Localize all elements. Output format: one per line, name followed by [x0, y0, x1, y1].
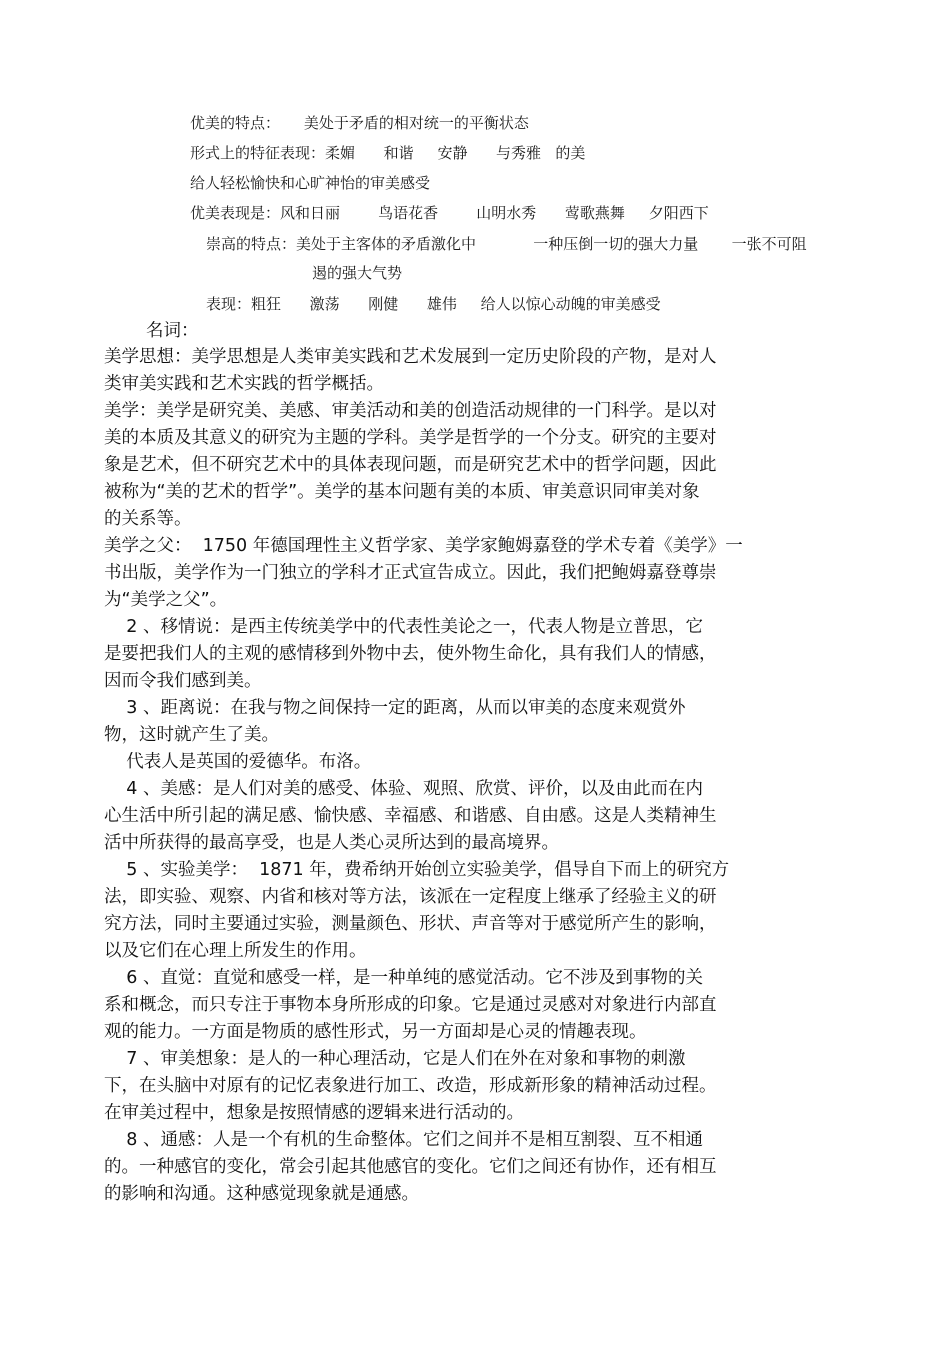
glossary-line: 系和概念，而只专注于事物本身所形成的印象。它是通过灵感对对象进行内部直 [104, 995, 717, 1015]
glossary-line: 被称为“美的艺术的哲学”。美学的基本问题有美的本质、审美意识同审美对象 [104, 482, 700, 502]
form-features-line: 形式上的特征表现：柔媚 和谐 安静 与秀雅 的美 [190, 144, 586, 162]
glossary-line: 美学之父： 1750 年德国理性主义哲学家、美学家鲍姆嘉登的学术专着《美学》一 [104, 536, 743, 556]
glossary-line: 观的能力。一方面是物质的感性形式，另一方面却是心灵的情趣表现。 [104, 1022, 647, 1042]
glossary-line: 6 、直觉：直觉和感受一样，是一种单纯的感觉活动。它不涉及到事物的关 [104, 968, 703, 988]
glossary-line: 究方法，同时主要通过实验，测量颜色、形状、声音等对于感觉所产生的影响， [104, 914, 717, 934]
glossary-line: 3 、距离说：在我与物之间保持一定的距离，从而以审美的态度来观赏外 [104, 698, 686, 718]
glossary-line: 物，这时就产生了美。 [104, 725, 279, 745]
glossary-line: 法，即实验、观察、内省和核对等方法，该派在一定程度上继承了经验主义的研 [104, 887, 717, 907]
glossary-line: 的影响和沟通。这种感觉现象就是通感。 [104, 1184, 419, 1204]
beauty-characteristics-line: 优美的特点： 美处于矛盾的相对统一的平衡状态 [190, 114, 529, 132]
glossary-line: 7 、审美想象：是人的一种心理活动，它是人们在外在对象和事物的刺激 [104, 1049, 686, 1069]
glossary-line: 心生活中所引起的满足感、愉快感、幸福感、和谐感、自由感。这是人类精神生 [104, 806, 717, 826]
glossary-line: 的关系等。 [104, 509, 192, 529]
sublime-expressions-line: 表现：粗狂 激荡 刚健 雄伟 给人以惊心动魄的审美感受 [206, 295, 661, 313]
glossary-line: 为“美学之父”。 [104, 590, 228, 610]
glossary-line: 4 、美感：是人们对美的感受、体验、观照、欣赏、评价，以及由此而在内 [104, 779, 703, 799]
aesthetic-feeling-line: 给人轻松愉快和心旷神怡的审美感受 [190, 174, 431, 192]
glossary-line: 活中所获得的最高享受，也是人类心灵所达到的最高境界。 [104, 833, 559, 853]
glossary-line: 类审美实践和艺术实践的哲学概括。 [104, 374, 384, 394]
glossary-line: 美学思想：美学思想是人类审美实践和艺术发展到一定历史阶段的产物，是对人 [104, 347, 717, 367]
sublime-continuation-line: 遏的强大气势 [312, 264, 403, 282]
glossary-line: 代表人是英国的爱德华。布洛。 [104, 752, 372, 772]
glossary-line: 美的本质及其意义的研究为主题的学科。美学是哲学的一个分支。研究的主要对 [104, 428, 717, 448]
glossary-heading: 名词： [146, 321, 199, 341]
glossary-line: 的。一种感官的变化，常会引起其他感官的变化。它们之间还有协作，还有相互 [104, 1157, 717, 1177]
glossary-line: 2 、移情说：是西主传统美学中的代表性美论之一，代表人物是立普思，它 [104, 617, 703, 637]
glossary-line: 象是艺术，但不研究艺术中的具体表现问题，而是研究艺术中的哲学问题，因此 [104, 455, 717, 475]
sublime-characteristics-line: 崇高的特点：美处于主客体的矛盾激化中 一种压倒一切的强大力量 一张不可阻 [206, 235, 807, 253]
glossary-line: 以及它们在心理上所发生的作用。 [104, 941, 367, 961]
glossary-line: 书出版，美学作为一门独立的学科才正式宣告成立。因此，我们把鲍姆嘉登尊崇 [104, 563, 717, 583]
glossary-line: 下，在头脑中对原有的记忆表象进行加工、改造，形成新形象的精神活动过程。 [104, 1076, 717, 1096]
glossary-line: 是要把我们人的主观的感情移到外物中去，使外物生命化，具有我们人的情感， [104, 644, 717, 664]
beauty-expressions-line: 优美表现是：风和日丽 鸟语花香 山明水秀 莺歌燕舞 夕阳西下 [190, 204, 709, 222]
glossary-line: 8 、通感：人是一个有机的生命整体。它们之间并不是相互割裂、互不相通 [104, 1130, 703, 1150]
glossary-line: 5 、实验美学： 1871 年，费希纳开始创立实验美学，倡导自下而上的研究方 [104, 860, 730, 880]
glossary-line: 美学：美学是研究美、美感、审美活动和美的创造活动规律的一门科学。是以对 [104, 401, 717, 421]
glossary-line: 因而令我们感到美。 [104, 671, 262, 691]
glossary-line: 在审美过程中，想象是按照情感的逻辑来进行活动的。 [104, 1103, 524, 1123]
